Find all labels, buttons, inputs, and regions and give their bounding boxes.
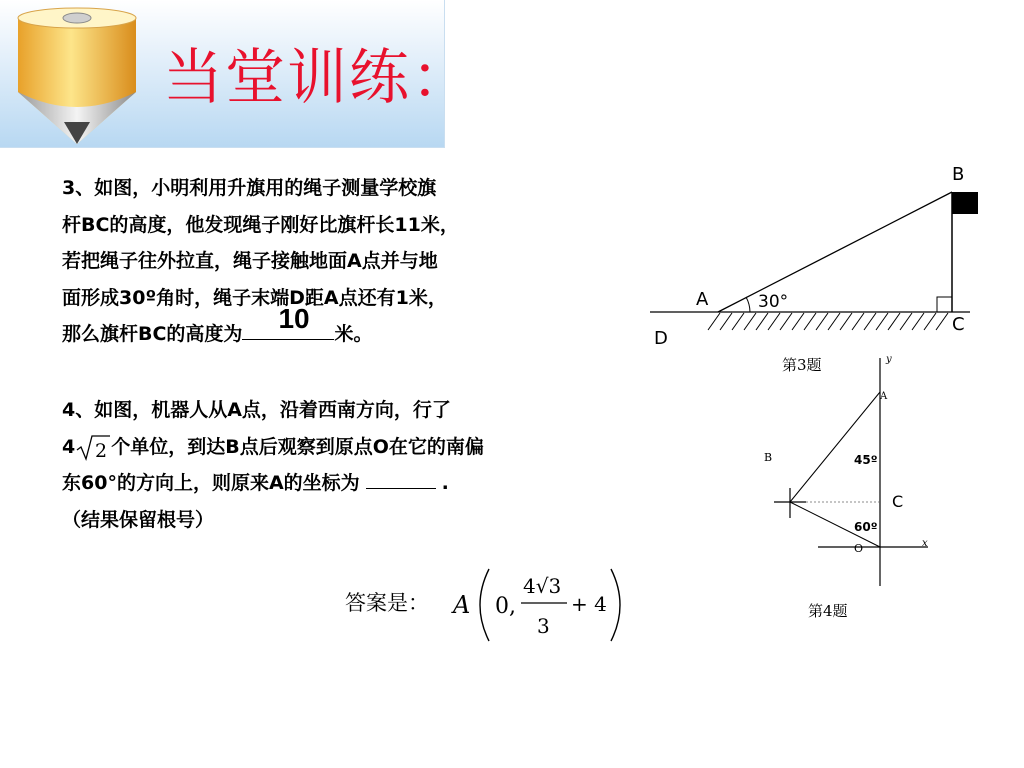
fraction-numerator: 4√3 [523, 574, 562, 598]
problem-4 [62, 392, 484, 538]
page-title: 当堂训练： [163, 43, 473, 113]
problem-4-line-2 [62, 429, 484, 466]
problem-4-line-3-before: 东60°的方向上，则原来A的坐标为 [62, 472, 360, 494]
formula-tail: + 4 [571, 592, 607, 616]
problem-3-line-1: 3、如图，小明利用升旗用的绳子测量学校旗 [62, 177, 437, 199]
angle-label: 30° [758, 292, 789, 312]
angle-arc [746, 297, 750, 312]
problem-3-line-2: 杆BC的高度，他发现绳子刚好比旗杆长11米， [62, 213, 459, 236]
problem-3-line-5-before: 那么旗杆BC的高度为 [62, 323, 243, 345]
label-x: x [922, 538, 928, 549]
problem-3-line-5 [62, 303, 459, 353]
coordinate-formula [451, 565, 621, 645]
problem-3 [62, 170, 459, 353]
pencil-logo-icon [12, 4, 142, 146]
path-ab [790, 392, 880, 502]
figure-3-caption: 第3题 [782, 356, 822, 374]
answer-label: 答案是： [345, 591, 429, 615]
label-o: O [854, 542, 864, 555]
figure-4-caption: 第4题 [808, 602, 848, 620]
ground-line [650, 312, 970, 330]
angle-45-label: 45º [854, 453, 878, 467]
right-angle-mark [937, 297, 952, 312]
x-value: 0, [495, 594, 516, 619]
problem-3-line-5-after: 米。 [334, 323, 373, 345]
figure-3-diagram [640, 160, 990, 355]
answer-blank-2 [366, 470, 436, 489]
label-b: B [764, 451, 773, 464]
answer-blank [242, 303, 334, 340]
label-d: D [654, 328, 668, 349]
angle-60-label: 60º [854, 520, 878, 534]
label-a: A [880, 391, 888, 402]
problem-4-line-2-rest: 个单位，到达B点后观察到原点O在它的南偏 [111, 435, 484, 458]
problem-3-answer: 10 [278, 303, 310, 334]
problem-4-line-3 [62, 465, 484, 502]
sqrt-symbol [75, 432, 111, 462]
rope-line [718, 192, 952, 312]
label-b: B [952, 164, 965, 185]
sqrt-radicand: 2 [95, 440, 108, 462]
flag [952, 192, 978, 214]
label-a: A [696, 289, 709, 310]
label-y: y [886, 354, 892, 365]
problem-4-line-4: （结果保留根号） [62, 508, 215, 531]
figure-4-diagram [760, 350, 940, 590]
label-c: C [892, 492, 904, 511]
problem-4-line-3-after: . [441, 472, 449, 494]
problem-4-line-1: 4、如图，机器人从A点，沿着西南方向，行了 [62, 399, 451, 421]
fraction-denominator: 3 [537, 614, 550, 638]
label-c: C [952, 314, 965, 335]
problem-3-line-3: 若把绳子往外拉直，绳子接触地面A点并与地 [62, 250, 438, 272]
point-label: A [453, 591, 471, 619]
problem-3-line-4: 面形成30º角时，绳子末端D距A点还有1米， [62, 286, 447, 309]
problem-4-line-2-prefix: 4 [62, 435, 76, 458]
